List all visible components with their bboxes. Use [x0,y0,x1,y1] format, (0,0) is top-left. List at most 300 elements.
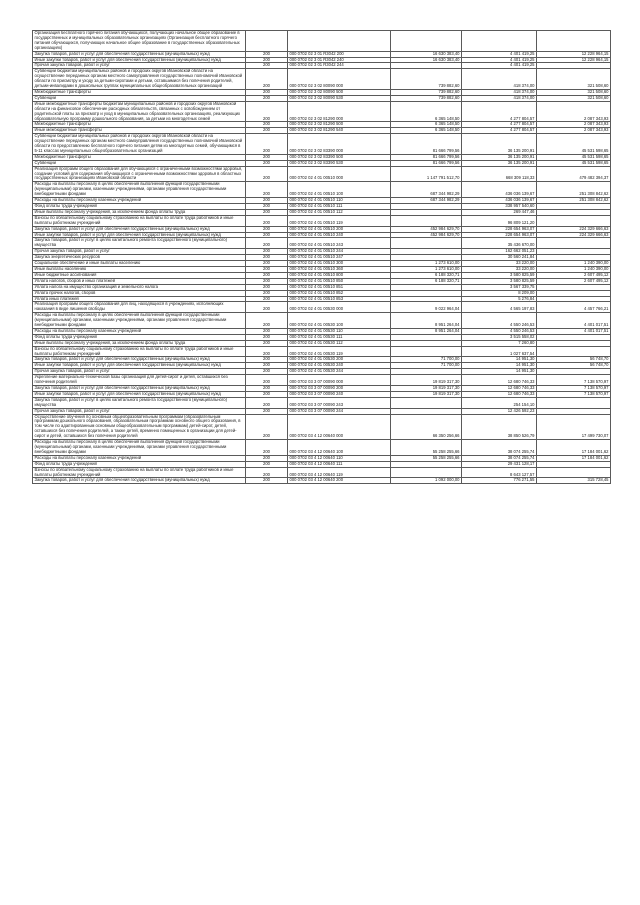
budget-classification-cell: 000 0702 02 4 01 00530 112 [288,340,391,346]
line-code-cell: 200 [246,226,288,232]
expense-name-cell: Межбюджетные трансферты [33,89,246,95]
approved-amount-cell: 71 700,00 [391,357,462,363]
executed-amount-cell: 35 436 670,00 [462,238,537,249]
executed-amount-cell: 418 374,00 [462,95,537,101]
budget-classification-cell: 000 0702 02 4 01 00510 112 [288,209,391,215]
expense-name-cell: Расходы на выплаты персоналу в целях обеспечения выполнения функций государственными (муниципальными) органами, казенными учреждениями, органами управления государственными внебюджетными фондами [33,440,246,456]
unexecuted-amount-cell: 56 748,70 [537,363,611,369]
approved-amount-cell: 8 951 264,04 [391,313,462,329]
budget-classification-cell: 000 0702 02 3 01 R3042 200 [288,51,391,57]
expense-name-cell: Расходы на выплаты персоналу в целях обеспечения выполнения функций государственными (муниципальными) органами, казенными учреждениями, органами управления государственными внебюджетными фондами [33,182,246,198]
approved-amount-cell: 739 882,60 [391,69,462,90]
line-code-cell [246,31,288,52]
executed-amount-cell: 254 154,10 [462,397,537,408]
line-code-cell: 200 [246,391,288,397]
budget-classification-cell: 000 0702 03 3 07 00090 240 [288,391,391,397]
budget-classification-cell: 000 0702 02 3 02 81290 500 [288,122,391,128]
table-row [33,31,611,52]
line-code-cell: 200 [246,134,288,155]
executed-amount-cell: 269 447,46 [462,209,537,215]
line-code-cell: 200 [246,182,288,198]
executed-amount-cell: 436 036 139,67 [462,198,537,204]
expense-name-cell: Взносы по обязательному социальному страхованию на выплаты по оплате труда работников и иные выплаты работникам учреждений [33,467,246,478]
expense-name-cell: Прочая закупка товаров, работ и услуг [33,249,246,255]
executed-amount-cell: 4 401 419,25 [462,51,537,57]
approved-amount-cell: 55 258 255,66 [391,440,462,456]
line-code-cell: 200 [246,455,288,461]
line-code-cell: 200 [246,215,288,226]
unexecuted-amount-cell: 7 138 570,97 [537,375,611,386]
unexecuted-amount-cell: 224 329 666,63 [537,232,611,238]
unexecuted-amount-cell: 2 087 343,93 [537,122,611,128]
expense-name-cell: Прочая закупка товаров, работ и услуг [33,63,246,69]
table-row [33,313,611,329]
budget-classification-cell: 000 0702 02 4 01 00510 852 [288,290,391,296]
table-row [33,101,611,122]
unexecuted-amount-cell: 17 184 001,62 [537,455,611,461]
line-code-cell: 200 [246,334,288,340]
expense-name-cell: Закупка товаров, работ и услуг в целях капитального ремонта государственного (муниципального) имущества [33,397,246,408]
table-row [33,328,611,334]
approved-amount-cell: 1 092 000,00 [391,478,462,484]
expense-name-cell: Субвенции [33,95,246,101]
table-row [33,226,611,232]
approved-amount-cell: 6 188 320,71 [391,278,462,284]
line-code-cell: 200 [246,166,288,182]
approved-amount-cell: 81 666 799,56 [391,154,462,160]
unexecuted-amount-cell: 4 457 766,21 [537,302,611,313]
unexecuted-amount-cell: 321 508,60 [537,69,611,90]
budget-classification-cell: 000 0702 02 4 01 00530 200 [288,357,391,363]
unexecuted-amount-cell: 45 531 598,65 [537,134,611,155]
approved-amount-cell: 452 984 629,70 [391,226,462,232]
expense-name-cell: Иные выплаты населению [33,266,246,272]
executed-amount-cell: 96 809 121,20 [462,215,537,226]
budget-classification-cell: 000 0702 02 4 01 00510 200 [288,226,391,232]
line-code-cell: 200 [246,198,288,204]
expense-name-cell: Фонд оплаты труда учреждений [33,461,246,467]
approved-amount-cell: 1 273 610,00 [391,261,462,267]
budget-classification-cell: 000 0702 02 4 01 00510 100 [288,182,391,198]
line-code-cell: 200 [246,238,288,249]
expense-name-cell: Закупка товаров, работ и услуг для обеспечения государственных (муниципальных) нужд [33,51,246,57]
table-row [33,357,611,363]
executed-amount-cell: 12 680 746,33 [462,375,537,386]
unexecuted-amount-cell: 321 508,60 [537,89,611,95]
expense-name-cell: Взносы по обязательному социальному страхованию на выплаты по оплате труда работников и иные выплаты работникам учреждений [33,346,246,357]
executed-amount-cell: 8 209,00 [462,290,537,296]
line-code-cell: 200 [246,255,288,261]
executed-amount-cell: 418 374,00 [462,69,537,90]
line-code-cell: 200 [246,440,288,456]
budget-classification-cell: 000 0702 02 4 01 00530 110 [288,328,391,334]
executed-amount-cell: 14 951,30 [462,369,537,375]
budget-classification-cell: 000 0702 02 4 01 00510 119 [288,215,391,226]
table-row [33,261,611,267]
table-row [33,57,611,63]
table-row [33,375,611,386]
budget-classification-cell: 000 0702 02 4 01 00530 244 [288,369,391,375]
budget-classification-cell: 000 0702 02 4 01 00510 360 [288,266,391,272]
budget-classification-cell: 000 0702 03 4 12 00640 110 [288,455,391,461]
budget-classification-cell: 000 0702 02 4 01 00510 000 [288,166,391,182]
unexecuted-amount-cell [537,346,611,357]
expense-name-cell: Уплата иных платежей [33,296,246,302]
line-code-cell: 200 [246,357,288,363]
unexecuted-amount-cell [537,31,611,52]
approved-amount-cell: 739 882,60 [391,95,462,101]
line-code-cell: 200 [246,328,288,334]
unexecuted-amount-cell: 56 748,70 [537,357,611,363]
unexecuted-amount-cell: 315 728,45 [537,478,611,484]
expense-name-cell: Закупка товаров, работ и услуг для обеспечения государственных (муниципальных) нужд [33,386,246,392]
approved-amount-cell: 687 344 982,29 [391,182,462,198]
line-code-cell: 200 [246,63,288,69]
budget-classification-cell: 000 0702 02 3 02 80090 530 [288,95,391,101]
expense-name-cell: Иные закупки товаров, работ и услуг для обеспечения государственных (муниципальных) нужд [33,363,246,369]
unexecuted-amount-cell: 2 087 343,93 [537,128,611,134]
executed-amount-cell: 14 951,30 [462,357,537,363]
unexecuted-amount-cell: 17 184 001,62 [537,440,611,456]
executed-amount-cell: 776 271,55 [462,478,537,484]
executed-amount-cell: 36 135 200,91 [462,160,537,166]
unexecuted-amount-cell: 17 499 730,07 [537,414,611,440]
executed-amount-cell: 4 277 804,57 [462,101,537,122]
approved-amount-cell [391,238,462,249]
budget-classification-cell: 000 0702 02 3 02 81290 000 [288,101,391,122]
expense-name-cell: Закупка товаров, работ и услуг для обеспечения государственных (муниципальных) нужд [33,357,246,363]
approved-amount-cell: 81 666 799,56 [391,160,462,166]
budget-classification-cell: 000 0702 02 4 01 00510 851 [288,284,391,290]
unexecuted-amount-cell: 45 531 598,65 [537,154,611,160]
table-row [33,363,611,369]
expense-name-cell: Закупка товаров, работ и услуг для обеспечения государственных (муниципальных) нужд [33,478,246,484]
table-row [33,284,611,290]
unexecuted-amount-cell: 1 240 390,00 [537,261,611,267]
line-code-cell: 200 [246,57,288,63]
expense-name-cell: Иные закупки товаров, работ и услуг для обеспечения государственных (муниципальных) нужд [33,391,246,397]
expense-name-cell: Организация бесплатного горячего питания обучающихся, получающих начальное общее образование в государственных и муниципальных образовательных организациях (Организация бесплатного горячего питания обучающихся, получающих начальное общее образование в государственных образовательных организациях) [33,31,246,52]
budget-classification-cell: 000 0702 03 3 07 00090 244 [288,408,391,414]
expense-name-cell: Взносы по обязательному социальному страхованию на выплаты по оплате труда работников и иные выплаты работникам учреждений [33,215,246,226]
executed-amount-cell: 30 560 241,84 [462,255,537,261]
line-code-cell: 200 [246,209,288,215]
executed-amount-cell: 3 580 825,59 [462,272,537,278]
approved-amount-cell: 19 819 317,30 [391,391,462,397]
line-code-cell: 200 [246,290,288,296]
line-code-cell: 200 [246,272,288,278]
line-code-cell: 200 [246,89,288,95]
table-row [33,198,611,204]
executed-amount-cell: 4 550 246,53 [462,328,537,334]
expense-name-cell: Прочая закупка товаров, работ и услуг [33,408,246,414]
line-code-cell: 200 [246,408,288,414]
line-code-cell: 200 [246,154,288,160]
line-code-cell: 200 [246,363,288,369]
executed-amount-cell: 4 550 246,53 [462,313,537,329]
budget-classification-cell: 000 0702 02 4 01 00530 240 [288,363,391,369]
expense-name-cell: Фонд оплаты труда учреждений [33,204,246,210]
unexecuted-amount-cell: 224 329 666,63 [537,226,611,232]
table-row [33,397,611,408]
expense-name-cell: Иные межбюджетные трансферты бюджетам муниципальных районов и городских округов Ивановской области на финансовое обеспечение расходных обязательств, связанных с освобождением от родительской платы за присмотр и уход в муниципальных образовательных организациях, реализующих образовательную программу дошкольного образования, за детьми из многодетных семей [33,101,246,122]
budget-classification-cell: 000 0702 02 3 02 83390 530 [288,160,391,166]
line-code-cell: 200 [246,296,288,302]
line-code-cell: 200 [246,461,288,467]
line-code-cell: 200 [246,340,288,346]
executed-amount-cell: 12 680 746,33 [462,386,537,392]
line-code-cell: 200 [246,397,288,408]
budget-classification-cell: 000 0702 02 4 01 00510 111 [288,204,391,210]
expense-name-cell: Расходы на выплаты персоналу казенных учреждений [33,198,246,204]
table-body [33,31,611,484]
executed-amount-cell: 3 567 339,75 [462,284,537,290]
line-code-cell: 200 [246,95,288,101]
approved-amount-cell: 6 365 148,50 [391,101,462,122]
unexecuted-amount-cell: 4 401 017,51 [537,313,611,329]
approved-amount-cell: 1 273 610,00 [391,266,462,272]
line-code-cell: 200 [246,478,288,484]
table-row [33,440,611,456]
expense-name-cell: Уплата налогов, сборов и иных платежей [33,278,246,284]
expense-name-cell: Расходы на выплаты персоналу казенных учреждений [33,455,246,461]
expense-name-cell: Уплата прочих налогов, сборов [33,290,246,296]
line-code-cell: 200 [246,160,288,166]
approved-amount-cell: 739 882,60 [391,89,462,95]
expense-name-cell: Межбюджетные трансферты [33,154,246,160]
expense-name-cell: Реализация программ общего образования для лиц, находящихся в учреждениях, исполняющих наказания в виде лишения свободы [33,302,246,313]
expense-name-cell: Иные закупки товаров, работ и услуг для обеспечения государственных (муниципальных) нужд [33,57,246,63]
expense-name-cell: Фонд оплаты труда учреждений [33,334,246,340]
approved-amount-cell [391,215,462,226]
budget-classification-cell: 000 0702 02 4 01 00510 243 [288,238,391,249]
executed-amount-cell: 4 277 804,57 [462,122,537,128]
unexecuted-amount-cell: 479 482 394,37 [537,166,611,182]
expense-name-cell: Субвенции бюджетам муниципальных районов и городских округов Ивановской области на осуществление переданных органам местного самоуправления государственных полномочий Ивановской области по присмотру и уходу за детьми-сиротами и детьми, оставшимися без попечения родителей, детьми-инвалидами в дошкольных группах муниципальных общеобразовательных организаций [33,69,246,90]
table-row [33,391,611,397]
executed-amount-cell: 33 220,00 [462,261,537,267]
unexecuted-amount-cell [537,467,611,478]
budget-classification-cell: 000 0702 03 3 07 00090 200 [288,386,391,392]
report-page [32,30,610,484]
unexecuted-amount-cell: 45 531 598,65 [537,160,611,166]
executed-amount-cell: 38 074 255,74 [462,440,537,456]
line-code-cell: 200 [246,284,288,290]
executed-amount-cell: 436 036 139,67 [462,182,537,198]
unexecuted-amount-cell: 12 228 964,15 [537,51,611,57]
approved-amount-cell: 19 819 317,30 [391,375,462,386]
executed-amount-cell: 14 951,30 [462,363,537,369]
executed-amount-cell: 4 401 419,25 [462,63,537,69]
table-row [33,232,611,238]
table-row [33,455,611,461]
table-row [33,346,611,357]
table-row [33,215,611,226]
budget-classification-cell: 000 0702 02 4 01 00510 247 [288,255,391,261]
executed-amount-cell: 36 135 200,91 [462,154,537,160]
budget-classification-cell: 000 0702 03 4 12 00640 000 [288,414,391,440]
unexecuted-amount-cell [537,215,611,226]
executed-amount-cell: 4 277 804,57 [462,128,537,134]
budget-classification-cell: 000 0702 03 4 12 00640 119 [288,467,391,478]
approved-amount-cell: 687 344 982,29 [391,198,462,204]
table-row [33,209,611,215]
line-code-cell: 200 [246,313,288,329]
approved-amount-cell [391,397,462,408]
executed-amount-cell: 5 276,84 [462,296,537,302]
unexecuted-amount-cell: 251 308 842,62 [537,182,611,198]
budget-classification-cell: 000 0702 02 4 01 00530 111 [288,334,391,340]
budget-classification-cell: 000 0702 02 3 01 R3042 240 [288,57,391,63]
unexecuted-amount-cell: 2 607 495,12 [537,272,611,278]
unexecuted-amount-cell: 321 508,60 [537,95,611,101]
budget-classification-cell: 000 0702 02 3 02 83390 500 [288,154,391,160]
line-code-cell: 200 [246,69,288,90]
approved-amount-cell: 6 188 320,71 [391,272,462,278]
approved-amount-cell: 1 147 791 512,70 [391,166,462,182]
table-row [33,51,611,57]
line-code-cell: 200 [246,51,288,57]
budget-classification-cell: 000 0702 02 4 01 00530 000 [288,302,391,313]
budget-classification-cell: 000 0702 03 3 07 00090 243 [288,397,391,408]
budget-classification-cell: 000 0702 03 3 07 00090 000 [288,375,391,386]
expense-name-cell: Закупка товаров, работ и услуг в целях капитального ремонта государственного (муниципального) имущества [33,238,246,249]
line-code-cell: 200 [246,375,288,386]
approved-amount-cell: 55 258 255,66 [391,455,462,461]
line-code-cell: 200 [246,467,288,478]
table-row [33,478,611,484]
unexecuted-amount-cell: 4 401 017,51 [537,328,611,334]
expense-name-cell: Субвенции [33,160,246,166]
line-code-cell: 200 [246,386,288,392]
expense-name-cell: Иные бюджетные ассигнования [33,272,246,278]
unexecuted-amount-cell: 7 138 570,97 [537,391,611,397]
budget-classification-cell: 000 0702 02 4 01 00510 110 [288,198,391,204]
expense-name-cell: Иные межбюджетные трансферты [33,128,246,134]
approved-amount-cell: 8 951 264,04 [391,328,462,334]
approved-amount-cell: 71 700,00 [391,363,462,369]
line-code-cell: 200 [246,261,288,267]
approved-amount-cell: 9 022 964,04 [391,302,462,313]
expense-name-cell: Межбюджетные трансферты [33,122,246,128]
line-code-cell: 200 [246,302,288,313]
executed-amount-cell: 38 074 255,74 [462,455,537,461]
budget-classification-cell [288,31,391,52]
unexecuted-amount-cell [537,238,611,249]
approved-amount-cell: 6 365 148,50 [391,128,462,134]
budget-classification-cell: 000 0702 02 3 02 80090 000 [288,69,391,90]
budget-classification-cell: 000 0702 03 4 12 00640 200 [288,478,391,484]
approved-amount-cell [391,467,462,478]
unexecuted-amount-cell: 2 607 495,12 [537,278,611,284]
executed-amount-cell: 29 431 128,17 [462,461,537,467]
executed-amount-cell: 3 580 825,59 [462,278,537,284]
budget-classification-cell: 000 0702 02 4 01 00510 244 [288,249,391,255]
table-row [33,134,611,155]
executed-amount-cell: 162 662 051,23 [462,249,537,255]
executed-amount-cell: 3 515 558,02 [462,334,537,340]
approved-amount-cell: 6 365 148,50 [391,122,462,128]
executed-amount-cell: 668 309 118,33 [462,166,537,182]
line-code-cell: 200 [246,232,288,238]
budget-classification-cell: 000 0702 02 4 01 00510 240 [288,232,391,238]
budget-classification-cell: 000 0702 03 4 12 00640 100 [288,440,391,456]
unexecuted-amount-cell: 251 308 842,62 [537,198,611,204]
line-code-cell: 200 [246,128,288,134]
executed-amount-cell: 36 135 200,91 [462,134,537,155]
budget-classification-cell: 000 0702 02 4 01 00510 850 [288,278,391,284]
line-code-cell: 200 [246,346,288,357]
expense-name-cell: Расходы на выплаты персоналу казенных учреждений [33,328,246,334]
budget-classification-cell: 000 0702 03 4 12 00640 111 [288,461,391,467]
approved-amount-cell: 16 630 383,40 [391,51,462,57]
approved-amount-cell [391,31,462,52]
budget-classification-cell: 000 0702 02 3 01 R3042 244 [288,63,391,69]
line-code-cell: 200 [246,266,288,272]
executed-amount-cell: 4 401 419,25 [462,57,537,63]
unexecuted-amount-cell: 12 228 964,15 [537,57,611,63]
budget-classification-cell: 000 0702 02 4 01 00530 119 [288,346,391,357]
table-row [33,467,611,478]
unexecuted-amount-cell: 1 240 390,00 [537,266,611,272]
executed-amount-cell: 12 426 592,23 [462,408,537,414]
unexecuted-amount-cell: 7 138 570,97 [537,386,611,392]
executed-amount-cell [462,31,537,52]
executed-amount-cell: 1 027 637,54 [462,346,537,357]
expense-name-cell: Укрепление материально-технической базы организаций для детей-сирот и детей, оставшихся без попечения родителей [33,375,246,386]
table-row [33,302,611,313]
expense-name-cell: Закупка энергетических ресурсов [33,255,246,261]
executed-amount-cell: 38 850 526,79 [462,414,537,440]
expense-name-cell: Иные выплаты персоналу учреждений, за исключением фонда оплаты труда [33,340,246,346]
line-code-cell: 200 [246,278,288,284]
expense-name-cell: Субвенции бюджетам муниципальных районов и городских округов Ивановской области на осуществление переданных органам местного самоуправления государственных полномочий Ивановской области по предоставлению бесплатного горячего питания детям из многодетных семей, обучающимся в 5-11 классах муниципальных общеобразовательных организаций [33,134,246,155]
line-code-cell: 200 [246,249,288,255]
unexecuted-amount-cell: 2 087 343,93 [537,101,611,122]
executed-amount-cell: 4 565 197,83 [462,302,537,313]
budget-classification-cell: 000 0702 02 3 02 81290 540 [288,128,391,134]
budget-execution-table [32,30,611,484]
executed-amount-cell: 338 957 540,60 [462,204,537,210]
table-row [33,166,611,182]
executed-amount-cell: 228 654 963,07 [462,232,537,238]
table-row [33,238,611,249]
line-code-cell: 200 [246,122,288,128]
approved-amount-cell: 19 819 317,30 [391,386,462,392]
approved-amount-cell: 452 984 629,70 [391,232,462,238]
line-code-cell: 200 [246,369,288,375]
expense-name-cell: Осуществление обучения по основным общеобразовательным программам (образовательным программам дошкольного образования, образовательным программам основного общего образования, в том числе по адаптированным основным общеобразовательным программам) детей-сирот, детей, оставшихся без попечения родителей, а также детей, временно помещенных в организации для детей-сирот и детей, оставшихся без попечения родителей [33,414,246,440]
table-row [33,414,611,440]
approved-amount-cell: 16 630 383,40 [391,57,462,63]
expense-name-cell: Расходы на выплаты персоналу в целях обеспечения выполнения функций государственными (муниципальными) органами, казенными учреждениями, органами управления государственными внебюджетными фондами [33,313,246,329]
approved-amount-cell [391,346,462,357]
unexecuted-amount-cell [537,397,611,408]
expense-name-cell: Социальное обеспечение и иные выплаты населению [33,261,246,267]
line-code-cell: 200 [246,101,288,122]
expense-name-cell: Закупка товаров, работ и услуг для обеспечения государственных (муниципальных) нужд [33,226,246,232]
executed-amount-cell: 12 680 746,33 [462,391,537,397]
line-code-cell: 200 [246,414,288,440]
budget-classification-cell: 000 0702 02 3 02 83390 000 [288,134,391,155]
approved-amount-cell: 81 666 799,56 [391,134,462,155]
expense-name-cell: Уплата налога на имущество организаций и земельного налога [33,284,246,290]
executed-amount-cell: 7 260,80 [462,340,537,346]
table-row [33,386,611,392]
table-row [33,69,611,90]
budget-classification-cell: 000 0702 02 4 01 00530 100 [288,313,391,329]
executed-amount-cell: 8 643 127,57 [462,467,537,478]
